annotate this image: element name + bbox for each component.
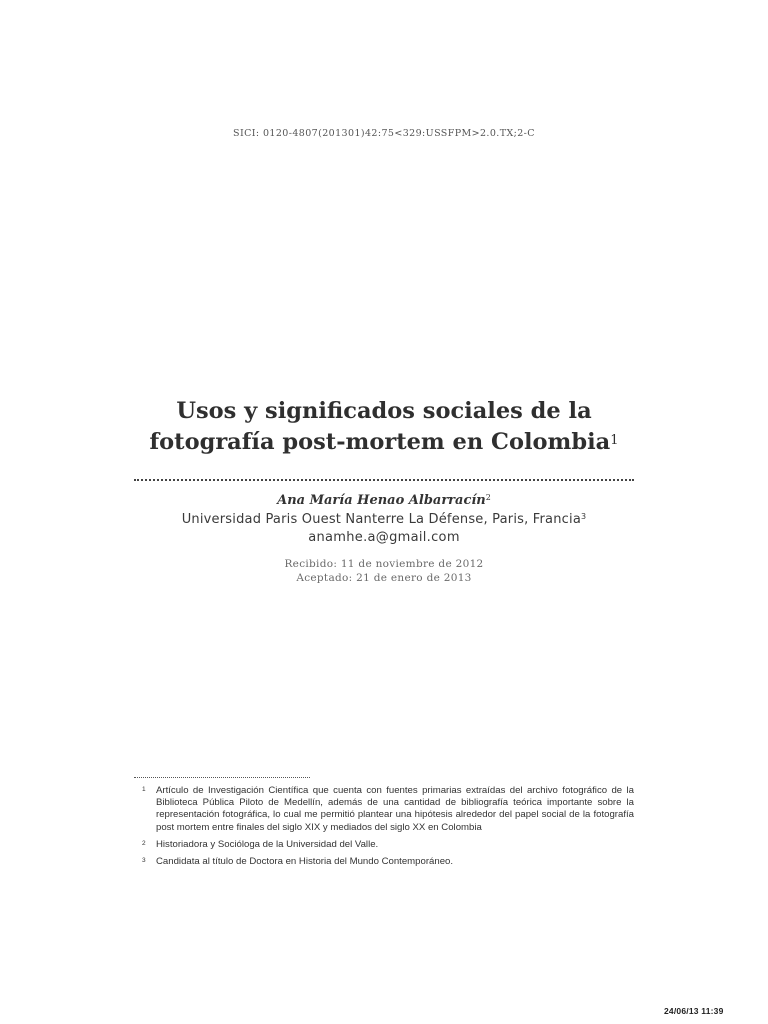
footnote-separator bbox=[134, 777, 310, 778]
sici-identifier: SICI: 0120-4807(201301)42:75<329:USSFPM>2.0.TX;2-C bbox=[233, 128, 535, 139]
author-name: Ana María Henao Albarracín bbox=[277, 493, 486, 508]
affiliation-text: Universidad Paris Ouest Nanterre La Défense, Paris, Francia bbox=[181, 512, 581, 527]
footnote-text: Artículo de Investigación Científica que cuenta con fuentes primarias extraídas del archivo fotográfico de la Biblioteca Pública Piloto de Medellín, además de una cantidad de bibliografía teórica importante sobre la representación fotográfica, lo cual me permitió plantear una hipótesis alrededor del papel social de la fotografía post mortem entre finales del siglo XIX y mediados del siglo XX en Colombia bbox=[156, 785, 634, 833]
accepted-date: Aceptado: 21 de enero de 2013 bbox=[296, 572, 472, 584]
footnote-number: 1 bbox=[142, 786, 146, 793]
author-footnote-ref: 2 bbox=[485, 493, 491, 502]
title-divider bbox=[134, 479, 634, 481]
submission-dates bbox=[0, 557, 768, 585]
footnote-2 bbox=[136, 839, 634, 851]
footnote-number: 2 bbox=[142, 839, 146, 847]
footnote-text: Candidata al título de Doctora en Historia del Mundo Contemporáneo. bbox=[156, 856, 454, 868]
received-date: Recibido: 11 de noviembre de 2012 bbox=[284, 558, 484, 570]
footnote-text: Historiadora y Socióloga de la Universidad del Valle. bbox=[156, 838, 379, 850]
footnote-3 bbox=[136, 856, 634, 868]
author-line bbox=[0, 493, 768, 508]
article-title bbox=[100, 396, 668, 458]
author-email: anamhe.a@gmail.com bbox=[308, 530, 460, 545]
footnote-number: 3 bbox=[142, 857, 146, 865]
title-footnote-ref: 1 bbox=[610, 433, 619, 448]
title-line-2: fotografía post-mortem en Colombia bbox=[149, 429, 611, 455]
affiliation-footnote-ref: 3 bbox=[581, 512, 587, 521]
title-line-1: Usos y significados sociales de la bbox=[176, 398, 592, 424]
footnote-1 bbox=[136, 785, 634, 834]
footnotes bbox=[136, 785, 634, 873]
author-affiliation bbox=[0, 512, 768, 527]
print-timestamp: 24/06/13 11:39 bbox=[664, 1006, 724, 1016]
